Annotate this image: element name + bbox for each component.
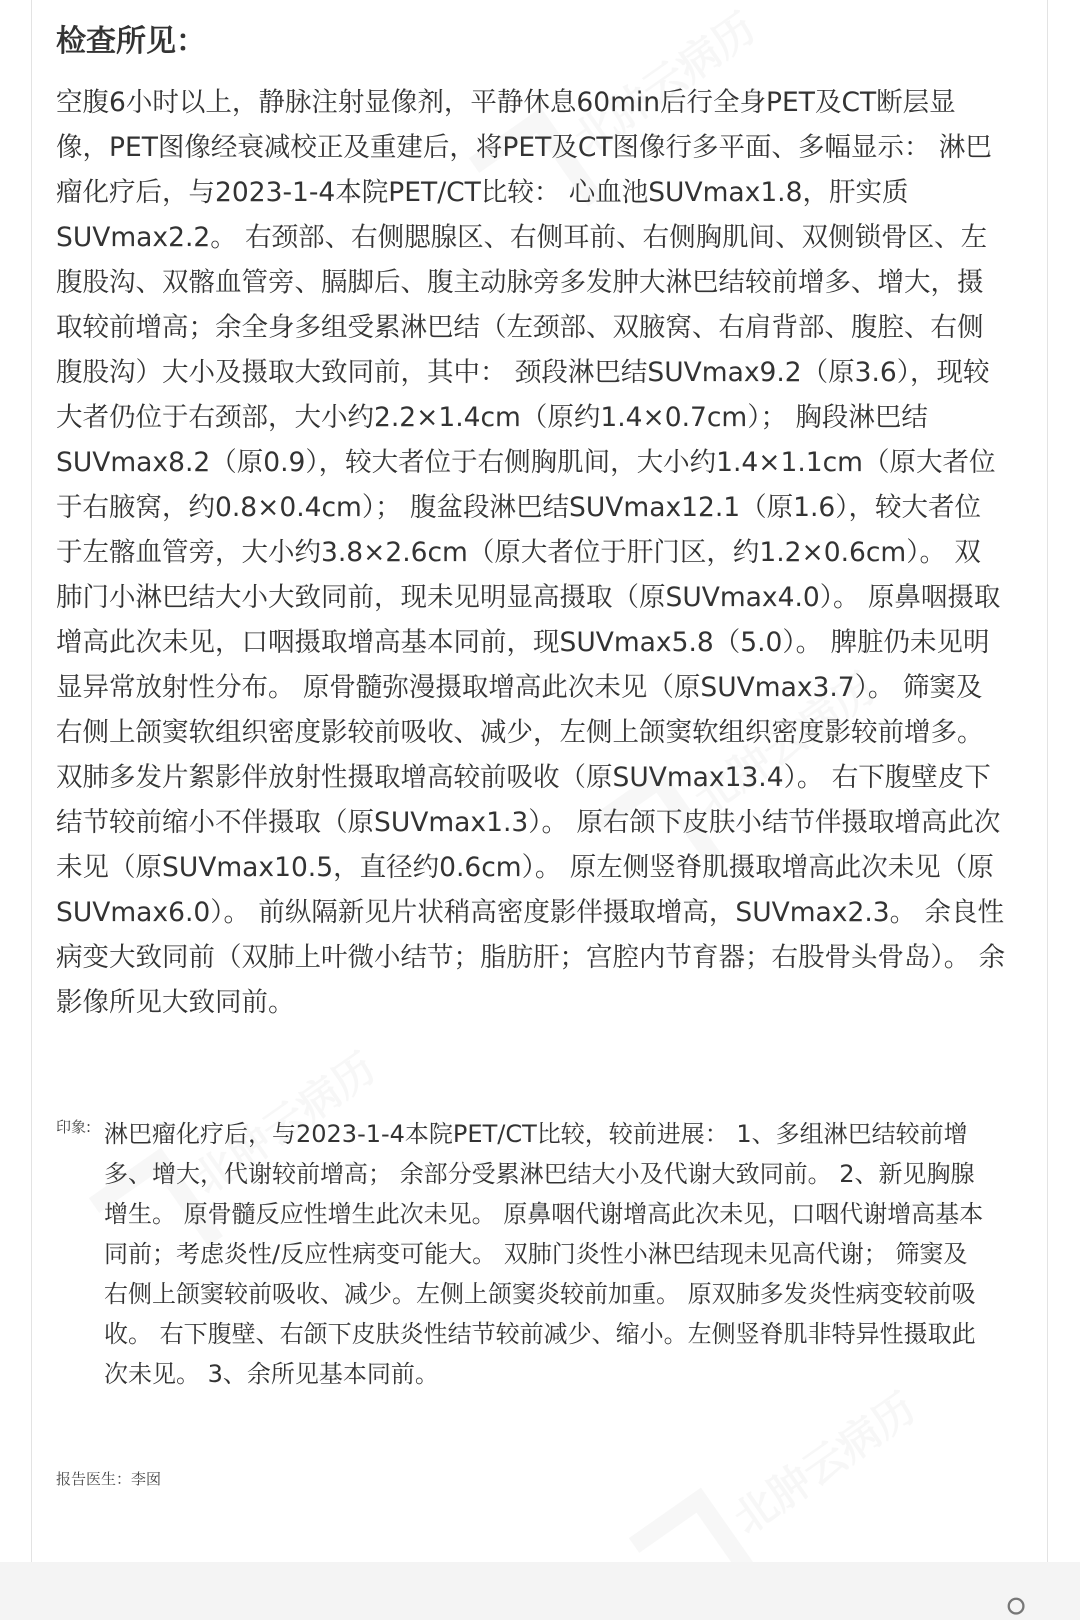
- reporting-doctor: 报告医生：李囡: [56, 1470, 162, 1488]
- impression-text: 淋巴瘤化疗后，与2023-1-4本院PET/CT比较，较前进展： 1、多组淋巴结较前增多、增大，代谢较前增高； 余部分受累淋巴结大小及代谢大致同前。 2、新见胸腺增生。 原骨髓反应性增生此次未见。 原鼻咽代谢增高此次未见，口咽代谢增高基本同前；考虑炎性/反应性病变可能大。 双肺门炎性小淋巴结现未见高代谢； 筛窦及右侧上颌窦较前吸收、减少。左侧上颌窦炎较前加重。 原双肺多发炎性病变较前吸收。 右下腹壁、右颌下皮肤炎性结节较前减少、缩小。左侧竖脊肌非特异性摄取此次未见。 3、余所见基本同前。: [104, 1120, 984, 1388]
- report-card: [31, 0, 1048, 1562]
- watermark-text: 北肿云病历: [184, 1043, 385, 1204]
- watermark-logo: [629, 1488, 763, 1562]
- watermark-text: 北肿云病历: [724, 1383, 925, 1544]
- impression-label: 印象:: [56, 1118, 92, 1136]
- search-icon[interactable]: [1006, 1596, 1028, 1618]
- watermark-text: 北肿云病历: [684, 663, 885, 824]
- findings-text: 空腹6小时以上，静脉注射显像剂，平静休息60min后行全身PET及CT断层显像，PET图像经衰减校正及重建后，将PET及CT图像行多平面、多幅显示： 淋巴瘤化疗后，与2023-1-4本院PET/CT比较： 心血池SUVmax1.8，肝实质SUVmax2.2。 右颈部、右侧腮腺区、右侧耳前、右侧胸肌间、双侧锁骨区、左腹股沟、双髂血管旁、膈脚后、腹主动脉旁多发肿大淋巴结较前增多、增大，摄取较前增高；余全身多组受累淋巴结（左颈部、双腋窝、右肩背部、腹腔、右侧腹股沟）大小及摄取大致同前，其中： 颈段淋巴结SUVmax9.2（原3.6），现较大者仍位于右颈部，大小约2.2×1.4cm（原约1.4×0.7cm）； 胸段淋巴结SUVmax8.2（原0.9），较大者位于右侧胸肌间，大小约1.4×1.1cm（原大者位于右腋窝，约0.8×0.4cm）； 腹盆段淋巴结SUVmax12.1（原1.6），较大者位于左髂血管旁，大小约3.8×2.6cm（原大者位于肝门区，约1.2×0.6cm）。 双肺门小淋巴结大小大致同前，现未见明显高摄取（原SUVmax4.0）。 原鼻咽摄取增高此次未见，口咽摄取增高基本同前，现SUVmax5.8（5.0）。 脾脏仍未见明显异常放射性分布。 原骨髓弥漫摄取增高此次未见（原SUVmax3.7）。 筛窦及右侧上颌窦软组织密度影较前吸收、减少，左侧上颌窦软组织密度影较前增多。 双肺多发片絮影伴放射性摄取增高较前吸收（原SUVmax13.4）。 右下腹壁皮下结节较前缩小不伴摄取（原SUVmax1.3）。 原右颌下皮肤小结节伴摄取增高此次未见（原SUVmax10.5，直径约0.6cm）。 原左侧竖脊肌摄取增高此次未见（原SUVmax6.0）。 前纵隔新见片状稍高密度影伴摄取增高，SUVmax2.3。 余良性病变大致同前（双肺上叶微小结节；脂肪肝；宫腔内节育器；右股骨头骨岛）。 余影像所见大致同前。: [56, 87, 1006, 1018]
- watermark-text: 北肿云病历: [564, 3, 765, 164]
- section-title: 检查所见：: [56, 24, 206, 59]
- footer-bar: [0, 1562, 1080, 1620]
